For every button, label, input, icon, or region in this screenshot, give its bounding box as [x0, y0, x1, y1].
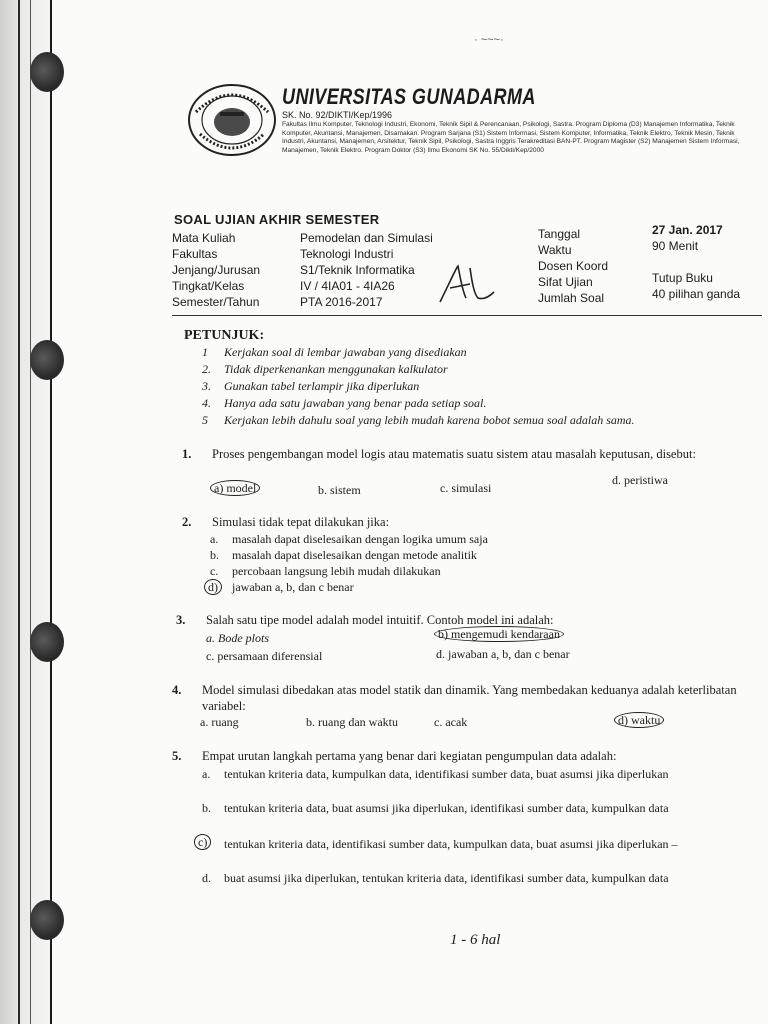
option-b: tentukan kriteria data, buat asumsi jika diperlukan, identifikasi sumber data, kumpulkan data: [224, 801, 669, 815]
class: IV / 4IA01 - 4IA26: [300, 279, 395, 293]
option-d: d. jawaban a, b, dan c benar: [436, 647, 570, 661]
option-d-label: d): [204, 579, 222, 595]
question-text: Empat urutan langkah pertama yang benar dari kegiatan pengumpulan data adalah:: [202, 749, 617, 763]
exam-title: SOAL UJIAN AKHIR SEMESTER: [174, 212, 380, 227]
option-a: a. Bode plots: [206, 631, 269, 645]
question-text: Model simulasi dibedakan atas model statik dan dinamik. Yang membedakan keduanya adalah keterlibatan variabel:: [202, 683, 737, 713]
option-b-label: b.: [202, 801, 211, 815]
exam-info-values-right: [652, 222, 740, 302]
semester: PTA 2016-2017: [300, 295, 383, 309]
top-mark: · ~~~·: [474, 34, 504, 46]
punch-hole: [30, 340, 64, 380]
course-name: Pemodelan dan Simulasi: [300, 231, 433, 245]
university-name: UNIVERSITAS GUNADARMA: [282, 84, 536, 109]
question-text: Simulasi tidak tepat dilakukan jika:: [212, 515, 390, 529]
option-b-label: b.: [210, 548, 219, 562]
instruction-item: 1 Kerjakan soal di lembar jawaban yang disediakan: [202, 345, 467, 359]
punch-hole: [30, 622, 64, 662]
signature-icon: [436, 262, 496, 306]
question-1: 1. Proses pengembangan model logis atau matematis suatu sistem atau masalah keputusan, disebut: a) model b. sistem c. simulasi d. peristiwa: [182, 446, 768, 506]
sk-number: SK. No. 92/DIKTI/Kep/1996: [282, 110, 393, 120]
instruction-item: 3. Gunakan tabel terlampir jika diperlukan: [202, 379, 420, 393]
question-2: 2. Simulasi tidak tepat dilakukan jika: a. masalah dapat diselesaikan dengan logika umum saja b. masalah dapat diselesaikan dengan metode analitik c. percobaan langsung lebih mudah dilakukan d) jawaban a, b, dan c benar: [182, 514, 768, 598]
punch-hole: [30, 900, 64, 940]
option-d-label: d.: [202, 871, 211, 885]
coordinator: [652, 254, 740, 270]
punch-hole: [30, 52, 64, 92]
option-c: c. simulasi: [440, 481, 492, 495]
instruction-item: 2. Tidak diperkenankan menggunakan kalkulator: [202, 362, 448, 376]
info-label: Sifat Ujian: [538, 275, 593, 289]
option-a: masalah dapat diselesaikan dengan logika umum saja: [232, 532, 488, 546]
exam-type: Tutup Buku: [652, 271, 713, 285]
option-a-label: a.: [202, 767, 211, 781]
binder-line: [50, 0, 52, 1024]
info-label: Semester/Tahun: [172, 295, 260, 309]
option-d: d) waktu: [614, 712, 664, 728]
info-label: Dosen Koord: [538, 259, 609, 273]
exam-info-labels-right: [538, 226, 608, 306]
info-label: Waktu: [538, 243, 572, 257]
option-b: b) mengemudi kendaraan: [434, 626, 564, 642]
page-count-note: 1 - 6 hal: [450, 932, 501, 948]
option-c-label: c): [194, 834, 211, 850]
option-b: b. sistem: [318, 483, 361, 497]
instructions-list: [202, 344, 635, 429]
option-c: c. persamaan diferensial: [206, 649, 323, 663]
header-divider: [172, 315, 762, 316]
option-b: masalah dapat diselesaikan dengan metode analitik: [232, 548, 477, 562]
option-a-label: a.: [210, 532, 219, 546]
exam-date: 27 Jan. 2017: [652, 223, 723, 237]
instructions-title: PETUNJUK:: [184, 328, 265, 343]
question-5: 5. Empat urutan langkah pertama yang benar dari kegiatan pengumpulan data adalah: a. tentukan kriteria data, kumpulkan data, identifikasi sumber data, buat asumsi jika diperlukan b. tentukan kriteria data, buat asumsi jika diperlukan, identifikasi sumber data, kumpulkan data c) tentukan kriteria data, identifikasi sumber data, kumpulkan data, buat asumsi jika diperlukan – d. buat asumsi jika diperlukan, tentukan kriteria data, identifikasi sumber data, kumpulkan data: [172, 748, 768, 918]
info-label: Mata Kuliah: [172, 231, 236, 245]
question-4: 4. Model simulasi dibedakan atas model statik dan dinamik. Yang membedakan keduanya adalah keterlibatan variabel: a. ruang b. ruang dan waktu c. acak d) waktu: [172, 682, 768, 738]
program: S1/Teknik Informatika: [300, 263, 415, 277]
option-c: tentukan kriteria data, identifikasi sumber data, kumpulkan data, buat asumsi jika diperlukan –: [224, 837, 678, 851]
binder-line: [18, 0, 20, 1024]
info-label: Tanggal: [538, 227, 581, 241]
instruction-item: 4. Hanya ada satu jawaban yang benar pada setiap soal.: [202, 396, 487, 410]
option-b: b. ruang dan waktu: [306, 715, 398, 729]
exam-info-values: [300, 230, 433, 310]
binder-edge: [0, 0, 52, 1024]
question-text: Proses pengembangan model logis atau matematis suatu sistem atau masalah keputusan, disebut:: [212, 447, 696, 461]
option-a: a) model: [210, 480, 260, 496]
option-d: jawaban a, b, dan c benar: [232, 580, 354, 594]
exam-page: [64, 0, 768, 1024]
info-label: Jenjang/Jurusan: [172, 263, 261, 277]
option-c: percobaan langsung lebih mudah dilakukan: [232, 564, 441, 578]
question-count: 40 pilihan ganda: [652, 287, 741, 301]
option-d: d. peristiwa: [612, 473, 668, 487]
option-a: tentukan kriteria data, kumpulkan data, identifikasi sumber data, buat asumsi jika diperlukan: [224, 767, 669, 781]
question-3: 3. Salah satu tipe model adalah model intuitif. Contoh model ini adalah: a. Bode plots b) mengemudi kendaraan c. persamaan diferensial d. jawaban a, b, dan c benar: [176, 612, 768, 668]
info-label: Tingkat/Kelas: [172, 279, 245, 293]
exam-info-labels: [172, 230, 260, 310]
option-c: c. acak: [434, 715, 468, 729]
info-label: Fakultas: [172, 247, 218, 261]
exam-duration: 90 Menit: [652, 239, 699, 253]
faculty: Teknologi Industri: [300, 247, 394, 261]
option-a: a. ruang: [200, 715, 239, 729]
info-label: Jumlah Soal: [538, 291, 605, 305]
binder-line: [30, 0, 31, 1024]
university-seal-icon: [186, 82, 278, 158]
question-text: Salah satu tipe model adalah model intuitif. Contoh model ini adalah:: [206, 613, 554, 627]
instruction-item: 5 Kerjakan lebih dahulu soal yang lebih mudah karena bobot semua soal adalah sama.: [202, 413, 635, 427]
accreditation-text: Fakultas Ilmu Komputer, Teknologi Industri, Ekonomi, Teknik Sipil & Perencanaan, Psikologi, Sastra. Program Diploma (D3) Manajemen Informatika, Teknik Komputer, Akuntansi, Manajemen, Disamakan. Program Sarjana (S1) Sistem Informasi, Sistem Komputer, Informatika, Teknik Elektro, Teknik Mesin, Teknik Industri, Akuntansi, Manajemen, Arsitektur, Teknik Sipil, Psikologi, Sastra Inggris Terakreditasi BAN-PT. Program Magister (S2) Manajemen Sistem Informasi, Manajemen, Teknik Elektro. Program Doktor (S3) Ilmu Ekonomi SK No. 55/Dikti/Kep/2000: [282, 121, 740, 154]
option-c-label: c.: [210, 564, 219, 578]
option-d: buat asumsi jika diperlukan, tentukan kriteria data, identifikasi sumber data, kumpulkan data: [224, 871, 669, 885]
